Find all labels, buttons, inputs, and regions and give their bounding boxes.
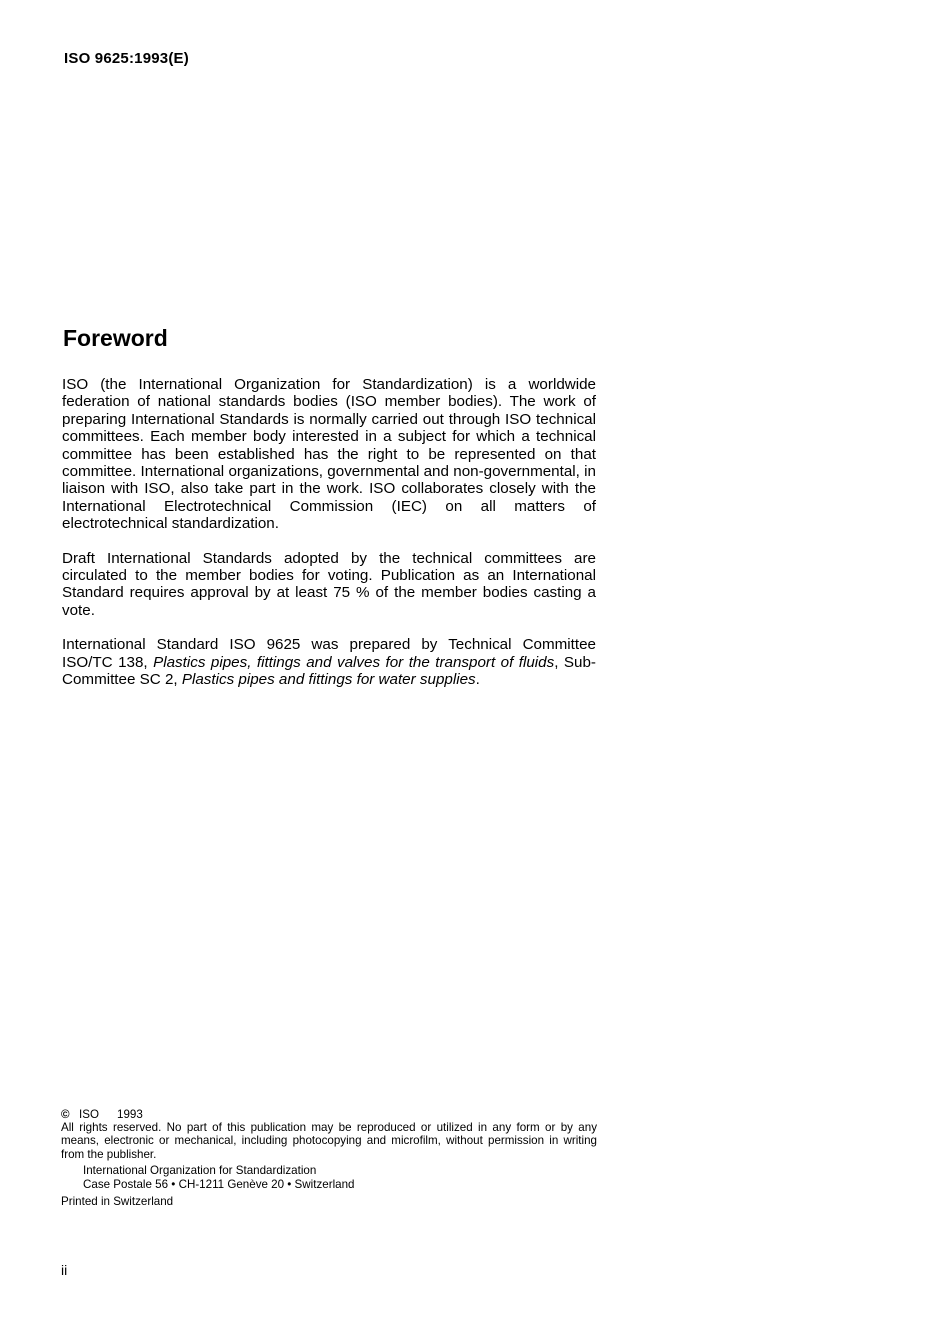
- rights-statement: All rights reserved. No part of this publication may be reproduced or utilized in any form or by any means, electronic or mechanical, including photocopying and microfilm, without permission in writing from the publisher.: [61, 1121, 597, 1161]
- page-number: ii: [61, 1262, 68, 1278]
- publisher-address: [83, 1164, 597, 1191]
- paragraph-3-text-1: International Standard ISO 9625 was prepared by Technical Committee ISO/TC 138,: [62, 636, 596, 671]
- subcommittee-title: Plastics pipes and fittings for water supplies: [181, 671, 476, 689]
- paragraph-3-text-3: .: [475, 671, 480, 689]
- document-identifier: ISO 9625:1993(E): [64, 50, 189, 67]
- committee-title: Plastics pipes, fittings and valves for the transport of fluids: [153, 653, 555, 671]
- copyright-footer: [61, 1108, 597, 1208]
- copyright-symbol: ©: [61, 1108, 70, 1121]
- page-title: Foreword: [63, 325, 168, 351]
- printed-in: Printed in Switzerland: [61, 1195, 174, 1209]
- publisher-name: International Organization for Standardization: [83, 1163, 317, 1177]
- copyright-line: [61, 1108, 597, 1121]
- foreword-paragraph-1: ISO (the International Organization for Standardization) is a worldwide federation of national standards bodies (ISO member bodies). The work of preparing International Standards is normally carried out through ISO technical committees. Each member body interested in a subject for which a technical committee has been established has the right to be represented on that committee. International organizations, governmental and non-governmental, in liaison with ISO, also take part in the work. ISO collaborates closely with the International Electrotechnical Commission (IEC) on all matters of electrotechnical standardization.: [62, 376, 596, 533]
- copyright-year: 1993: [117, 1108, 143, 1121]
- foreword-paragraph-2: Draft International Standards adopted by the technical committees are circulated to the member bodies for voting. Publication as an International Standard requires approval by at least 75 % of the member bodies casting a vote.: [62, 549, 596, 619]
- foreword-body: [62, 376, 596, 706]
- paragraph-3-text-2: , Sub-Committee SC 2,: [62, 653, 596, 689]
- copyright-owner: ISO: [79, 1108, 99, 1121]
- publisher-postal-address: Case Postale 56 • CH-1211 Genève 20 • Switzerland: [83, 1178, 355, 1192]
- foreword-paragraph-3: [62, 636, 596, 688]
